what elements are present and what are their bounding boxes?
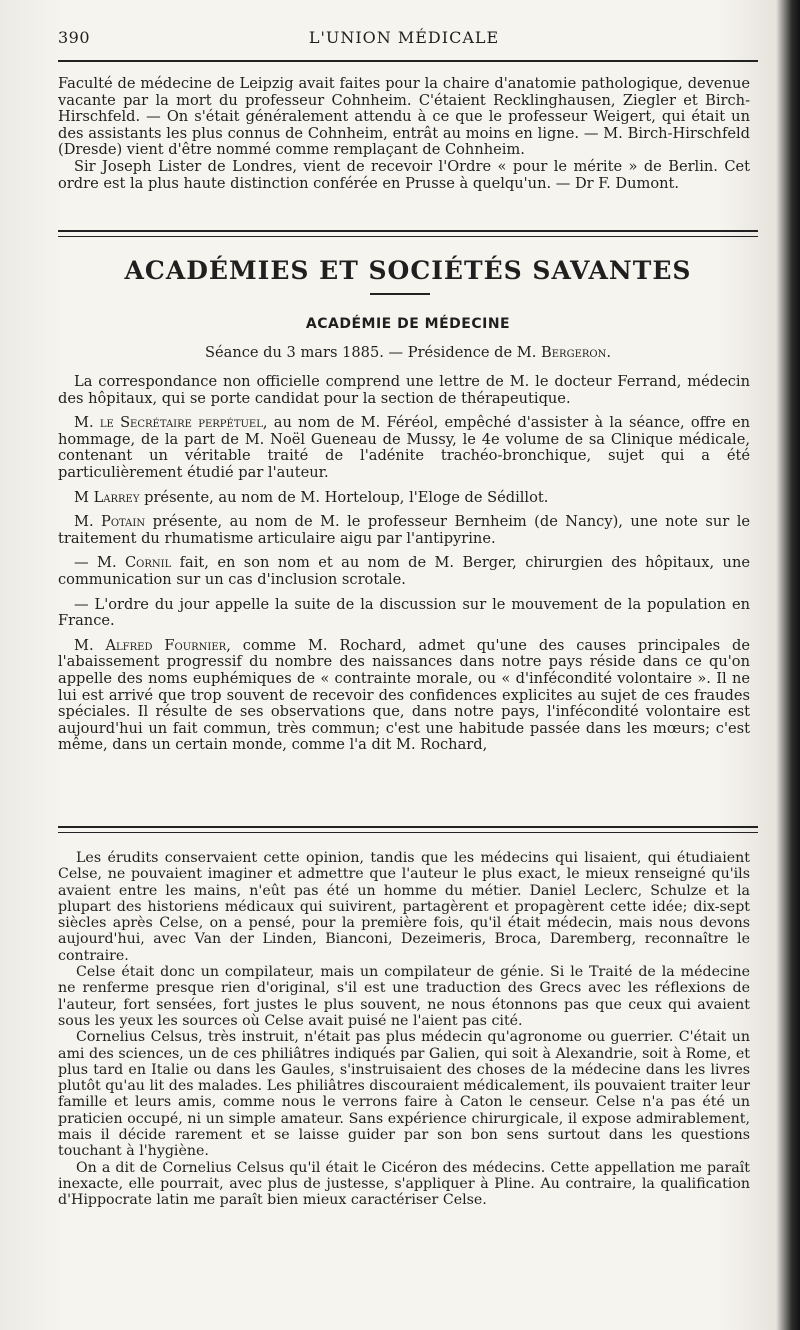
proceedings-correspondance: La correspondance non officielle comprend une lettre de M. le docteur Ferrand, médecin des hôpitaux, qui se porte candidat pour la section de thérapeutique.: [58, 373, 750, 407]
speaker-name: M. le Secrétaire perpétuel,: [74, 414, 268, 432]
proceedings-secretaire: [58, 415, 750, 481]
feuilleton-paragraph-4: On a dit de Cornelius Celsus qu'il était le Cicéron des médecins. Cette appellation me paraît inexacte, elle pourrait, avec plus de justesse, s'appliquer à Pline. Au contraire, la qualification d'Hippocrate latin me paraît bien mieux caractériser Celse.: [58, 1159, 750, 1209]
feuilleton-double-rule-bottom: [58, 832, 758, 833]
feuilleton-paragraph-3: Cornelius Celsus, très instruit, n'était pas plus médecin qu'agronome ou guerrier. C'était un ami des sciences, un de ces philiâtres indiqués par Galien, qui soit à Alexandrie, soit à Rome, et plus tard en Italie ou dans les Gaules, s'instruisaient des choses de la médecine dans les livres plutôt qu'au lit des malades. Les philiâtres discouraient médicalement, ils pouvaient traiter leur famille et leurs amis, comme nous le verrons faire à Caton le censeur. Celse n'a pas été un praticien occupé, ni un simple amateur. Sans expérience chirurgicale, il expose admirablement, mais il décide rarement et se laisse guider par son bon sens surtout dans les questions touchant à l'hygiène.: [58, 1029, 750, 1160]
running-header: [58, 28, 750, 54]
feuilleton-paragraph-1: Les érudits conservaient cette opinion, tandis que les médecins qui lisaient, qui étudiaient Celse, ne pouvaient imaginer et admettre que l'auteur le plus exact, le mieux renseigné qu'ils avaient entre les mains, n'eût pas été un homme du métier. Daniel Leclerc, Schulze et la plupart des historiens médicaux qui suivirent, partagèrent et propagèrent cette idée; dix-sept siècles après Celse, on a pensé, pour la première fois, qu'il était médecin, mais nous devons aujourd'hui, avec Van der Linden, Bianconi, Dezeimeris, Broca, Daremberg, reconnaître le contraire.: [58, 850, 750, 964]
speaker-text: au nom de M. Féréol, empêché d'assister à la séance, offre en hommage, de la part de M. Noël Gueneau de Mussy, le 4e volume de sa Clinique médicale, contenant un véritable traité de l'adénite trachéo-bronchique, sujet qui a été particulièrement étudié par l'auteur.: [58, 414, 751, 481]
speaker-text: présente, au nom de M. le professeur Bernheim (de Nancy), une note sur le traitement du rhumatisme articulaire aigu par l'antipyrine.: [58, 513, 751, 547]
feuilleton-paragraph-2: Celse était donc un compilateur, mais un compilateur de génie. Si le Traité de la médecine ne renferme presque rien d'original, s'il est une traduction des Grecs avec les réflexions de l'auteur, fort sensées, fort justes le plus souvent, ne nous étonnons pas que ceux qui avaient sous les yeux les sources où Celse avait puisé ne l'aient pas cité.: [58, 964, 750, 1029]
proceedings-larrey: [58, 490, 750, 507]
proceedings-potain: [58, 514, 750, 547]
header-rule: [58, 60, 758, 62]
seance-date: Séance du 3 mars 1885. — Présidence de M.: [204, 344, 537, 361]
section-double-rule-top: [58, 230, 758, 232]
speaker-name: M Larrey: [74, 488, 140, 506]
top-news-text: [58, 76, 750, 192]
academy-subtitle: ACADÉMIE DE MÉDECINE: [305, 316, 511, 332]
section-title: ACADÉMIES ET SOCIÉTÉS SAVANTES: [124, 256, 692, 285]
proceedings-cornil: [58, 555, 750, 588]
feuilleton-text: [58, 850, 750, 1209]
section-double-rule-bottom: [58, 236, 758, 237]
speaker-name: — M. Cornil: [74, 554, 172, 572]
news-paragraph-leipzig: Faculté de médecine de Leipzig avait faites pour la chaire d'anatomie pathologique, devenue vacante par la mort du professeur Cohnheim. C'étaient Recklinghausen, Ziegler et Birch-Hirschfeld. — On s'était généralement attendu à ce que le professeur Weigert, qui était un des assistants les plus connus de Cohnheim, entrât au moins en ligne. — M. Birch-Hirschfeld (Dresde) vient d'être nommé comme remplaçant de Cohnheim.: [58, 75, 750, 159]
speaker-name: M. Potain: [74, 513, 146, 531]
page-number: 390: [58, 28, 91, 47]
feuilleton-double-rule-top: [58, 826, 758, 828]
seance-line: [58, 344, 758, 361]
speaker-text: comme M. Rochard, admet qu'une des causes principales de l'abaissement progressif du nombre des naissances dans notre pays réside dans ce qu'on appelle des noms euphémiques de « contrainte morale, ou « d'infécondité volontaire ». Il ne lui est arrivé que trop souvent de recevoir des confidences explicites au sujet de ces fraudes spéciales. Il résulte de ses observations que, dans notre pays, l'infécondité volontaire est aujourd'hui un fait commun, très commun; c'est une habitude passée dans les mœurs; c'est même, dans un certain monde, comme l'a dit M. Rochard,: [58, 636, 751, 754]
speaker-name: M. Alfred Fournier,: [74, 636, 231, 654]
proceedings-ordre-du-jour: — L'ordre du jour appelle la suite de la discussion sur le mouvement de la population en France.: [58, 595, 750, 630]
academy-proceedings: [58, 374, 750, 754]
proceedings-fournier: [58, 638, 750, 754]
speaker-text: présente, au nom de M. Horteloup, l'Eloge de Sédillot.: [144, 488, 549, 506]
journal-title: L'UNION MÉDICALE: [308, 28, 500, 47]
news-paragraph-lister: Sir Joseph Lister de Londres, vient de recevoir l'Ordre « pour le mérite » de Berlin. Cet ordre est la plus haute distinction conférée en Prusse à quelqu'un. — Dr F. Dumont.: [58, 157, 750, 192]
seance-president: Bergeron.: [541, 344, 611, 361]
title-ornament-rule: [370, 293, 430, 295]
speaker-text: fait, en son nom et au nom de M. Berger, chirurgien des hôpitaux, une communication sur un cas d'inclusion scrotale.: [58, 554, 750, 588]
